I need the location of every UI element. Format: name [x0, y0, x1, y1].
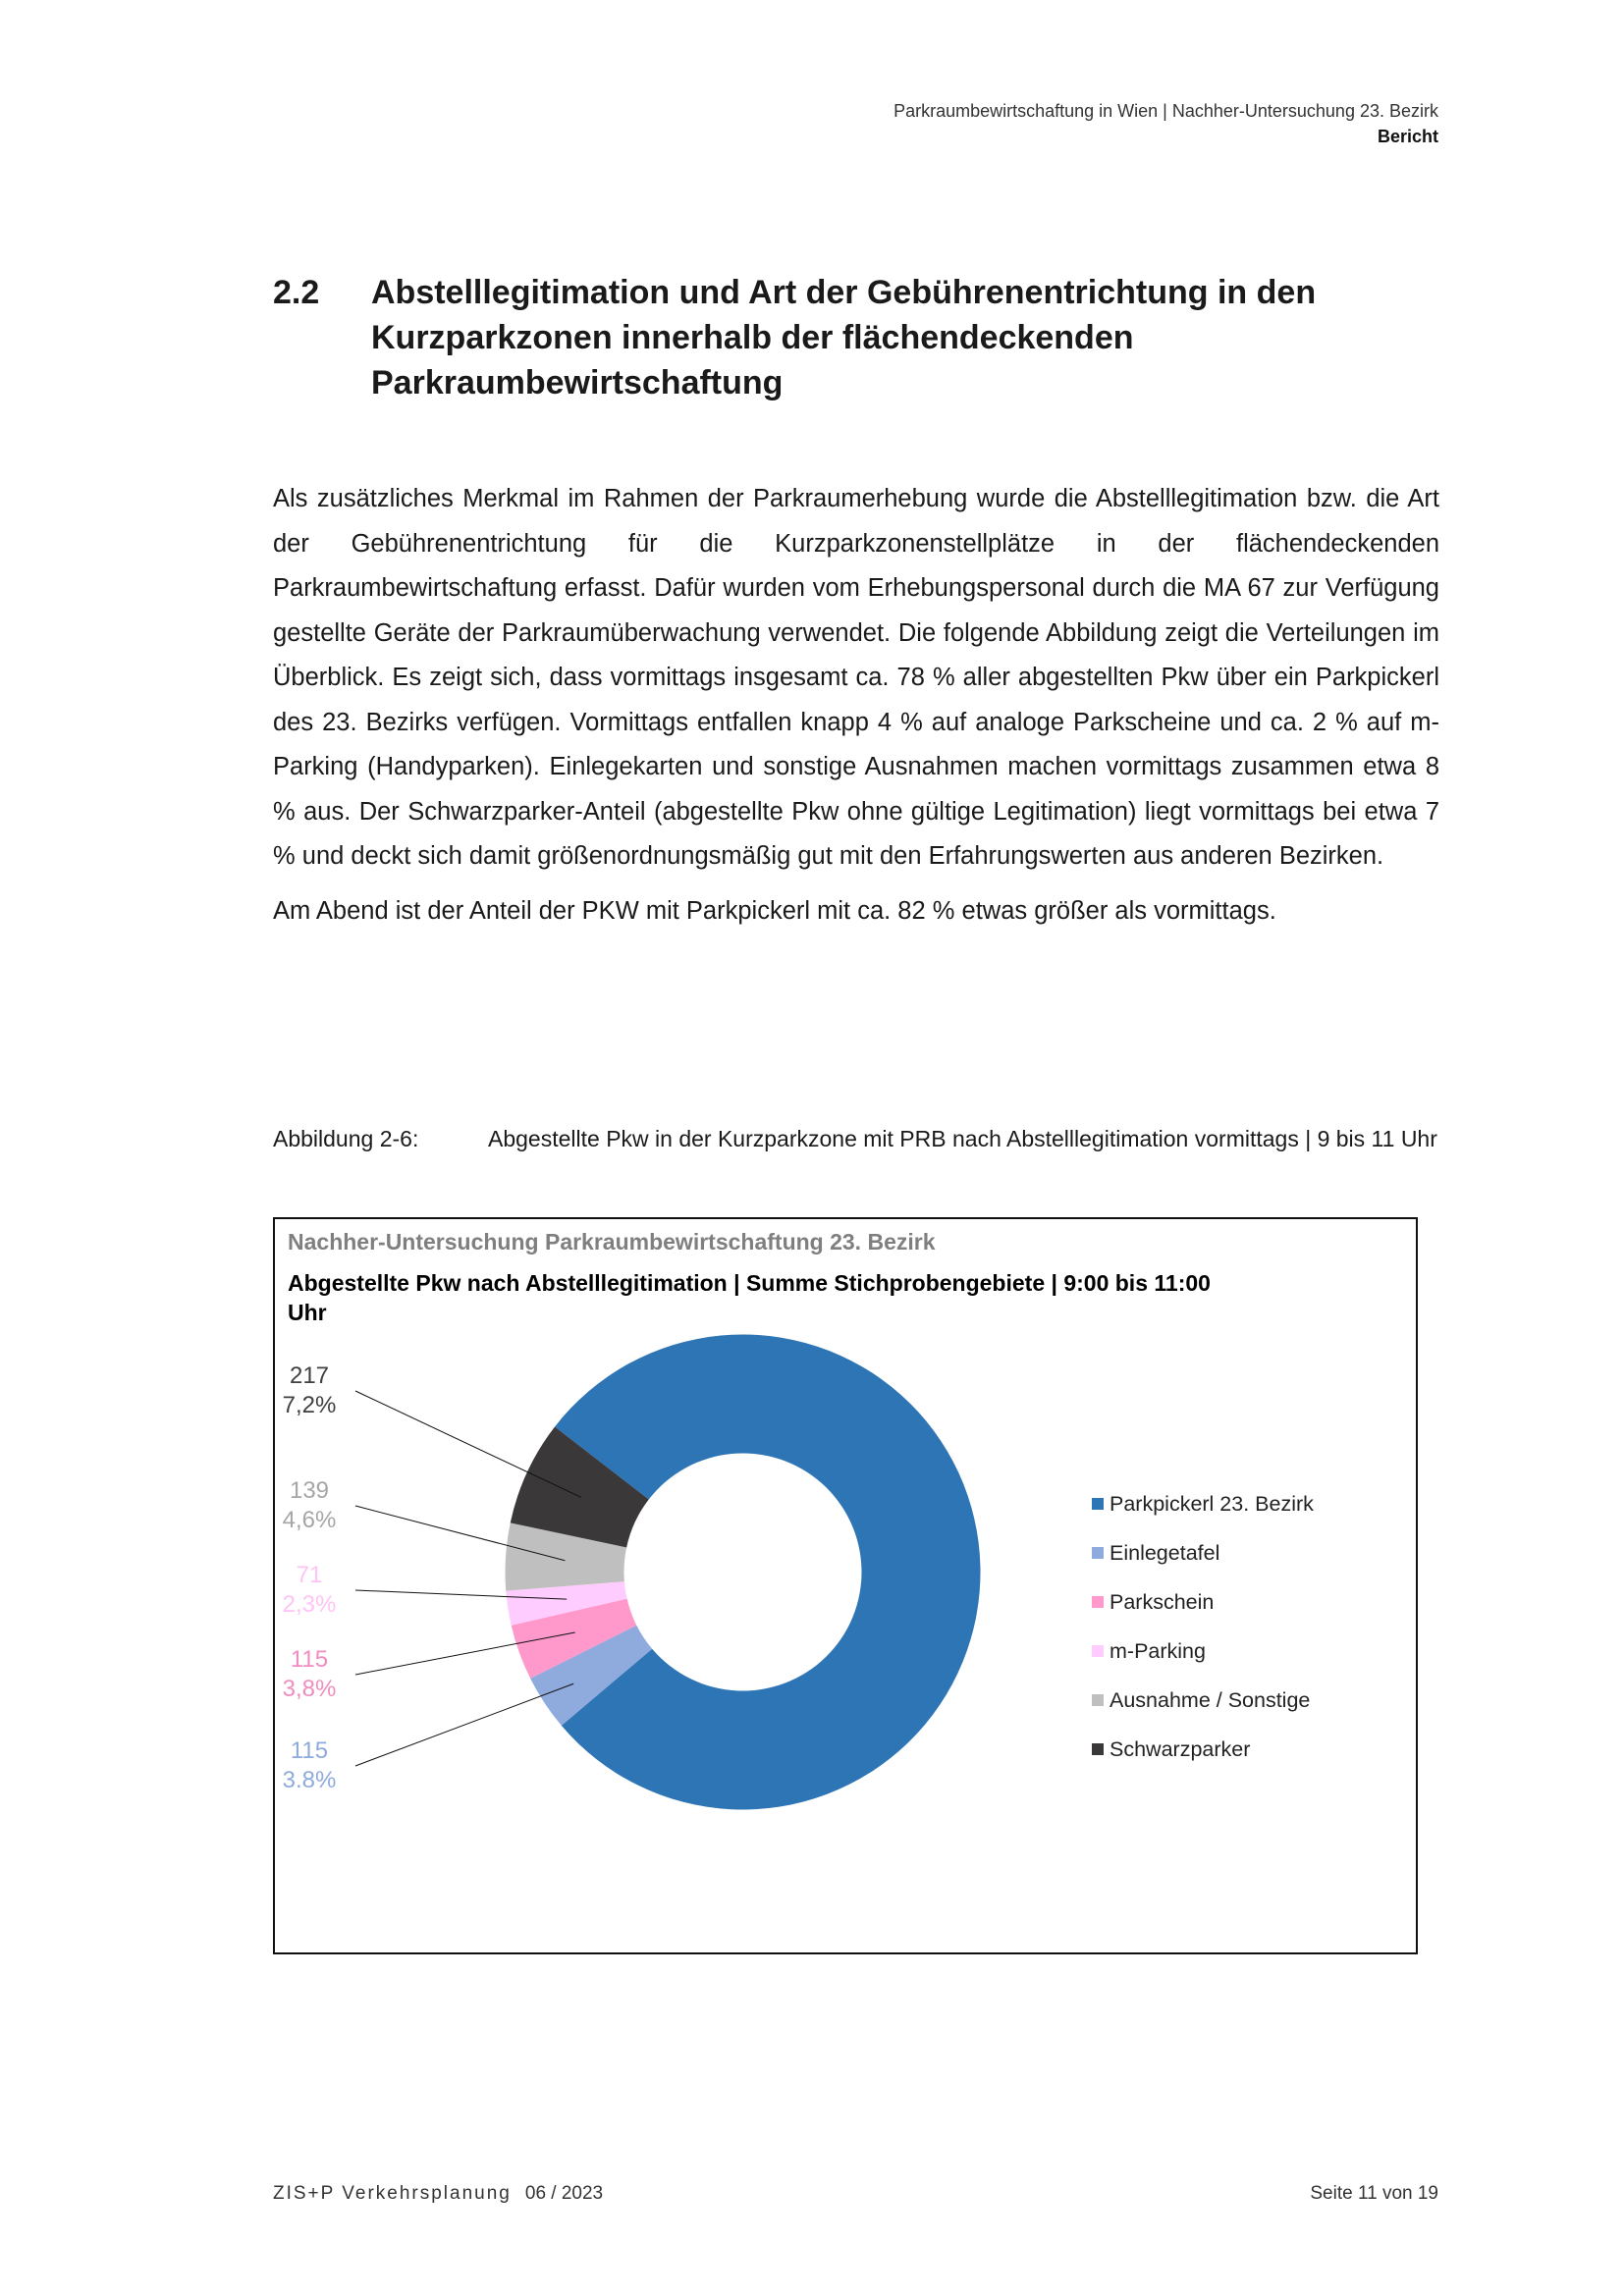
data-label-ausnahme-sonstige [275, 1476, 344, 1535]
legend-item [1092, 1528, 1314, 1577]
leader-line [355, 1683, 573, 1766]
legend-item [1092, 1577, 1314, 1627]
legend-label: Schwarzparker [1110, 1736, 1251, 1761]
header-doc-type: Bericht [1377, 127, 1438, 146]
section-number: 2.2 [273, 274, 320, 311]
value-label: 2.377 [717, 1568, 774, 1593]
value-label: 139 [289, 1477, 330, 1504]
footer-page-number: Seite 11 von 19 [1310, 2183, 1438, 2204]
legend-swatch [1092, 1645, 1104, 1657]
footer-date: 06 / 2023 [524, 2183, 604, 2204]
data-label-schwarzparker [275, 1362, 344, 1420]
legend-item [1092, 1725, 1314, 1774]
value-label: 71 [296, 1562, 323, 1588]
value-label: 115 [290, 1646, 329, 1673]
legend-swatch [1092, 1596, 1104, 1608]
legend-item [1092, 1479, 1314, 1528]
section-heading [273, 270, 1451, 405]
percent-label: 2,3% [282, 1591, 337, 1618]
chart-title: Abgestellte Pkw nach Abstelllegitimation | Summe Stichprobengebiete | 9:00 bis 11:00 Uhr [288, 1270, 1211, 1325]
data-label-parkpickerl [686, 1566, 804, 1625]
data-label-m-parking [275, 1561, 344, 1620]
legend-swatch [1092, 1743, 1104, 1755]
figure-caption-text: Abgestellte Pkw in der Kurzparkzone mit PRB nach Abstelllegitimation vormittags | 9 bis 11 Uhr [488, 1126, 1437, 1151]
figure-caption [273, 1124, 1451, 1153]
value-label: 115 [290, 1737, 329, 1764]
body-text [273, 477, 1439, 943]
value-label: 217 [289, 1362, 330, 1389]
footer-left [273, 2183, 603, 2205]
percent-label: 78,3% [713, 1597, 778, 1623]
paragraph: Als zusätzliches Merkmal im Rahmen der Parkraumerhebung wurde die Abstelllegitimation bzw. die Art der Gebührenentrichtung für die Kurzparkzonenstellplätze in der flächendeckenden Parkraumbewirtschaftung erfasst. Dafür wurden vom Erhebungspersonal durch die MA 67 zur Verfügung gestellte Geräte der Parkraumüberwachung verwendet. Die folgende Abbildung zeigt die Verteilungen im Überblick. Es zeigt sich, dass vormittags insgesamt ca. 78 % aller abgestellten Pkw über ein Parkpickerl des 23. Bezirks verfügen. Vormittags entfallen knapp 4 % auf analoge Parkscheine und ca. 2 % auf m-Parking (Handyparken). Einlegekarten und sonstige Ausnahmen machen vormittags zusammen etwa 8 % aus. Der Schwarzparker-Anteil (abgestellte Pkw ohne gültige Legitimation) liegt vormittags bei etwa 7 % und deckt sich damit größenordnungsmäßig gut mit den Erfahrungswerten aus anderen Bezirken. [273, 485, 1439, 870]
header-title: Parkraumbewirtschaftung in Wien | Nachher-Untersuchung 23. Bezirk [893, 101, 1438, 121]
legend-label: Parkpickerl 23. Bezirk [1110, 1491, 1314, 1516]
chart-legend [1092, 1479, 1314, 1774]
legend-label: m-Parking [1110, 1638, 1206, 1663]
chart-frame [273, 1217, 1418, 1954]
chart-supertitle: Nachher-Untersuchung Parkraumbewirtschaftung 23. Bezirk [288, 1229, 936, 1255]
running-header [893, 98, 1438, 149]
data-label-einlegetafel [275, 1736, 344, 1795]
percent-label: 7,2% [282, 1392, 337, 1418]
paragraph: Am Abend ist der Anteil der PKW mit Parkpickerl mit ca. 82 % etwas größer als vormittags. [273, 896, 1276, 925]
percent-label: 4,6% [282, 1507, 337, 1533]
legend-label: Einlegetafel [1110, 1540, 1220, 1565]
legend-item [1092, 1676, 1314, 1725]
percent-label: 3.8% [282, 1767, 337, 1793]
footer-company: ZIS+P Verkehrsplanung [273, 2183, 512, 2204]
section-title: Abstelllegitimation und Art der Gebührenentrichtung in den Kurzparkzonen innerhalb der flächendeckenden Parkraumbewirtschaftung [371, 274, 1317, 401]
data-label-parkschein [275, 1645, 344, 1704]
legend-label: Ausnahme / Sonstige [1110, 1687, 1311, 1712]
figure-label: Abbildung 2-6: [273, 1126, 419, 1151]
percent-label: 3,8% [282, 1676, 337, 1702]
legend-swatch [1092, 1694, 1104, 1706]
legend-label: Parkschein [1110, 1589, 1215, 1614]
legend-swatch [1092, 1498, 1104, 1510]
legend-swatch [1092, 1547, 1104, 1559]
legend-item [1092, 1627, 1314, 1676]
